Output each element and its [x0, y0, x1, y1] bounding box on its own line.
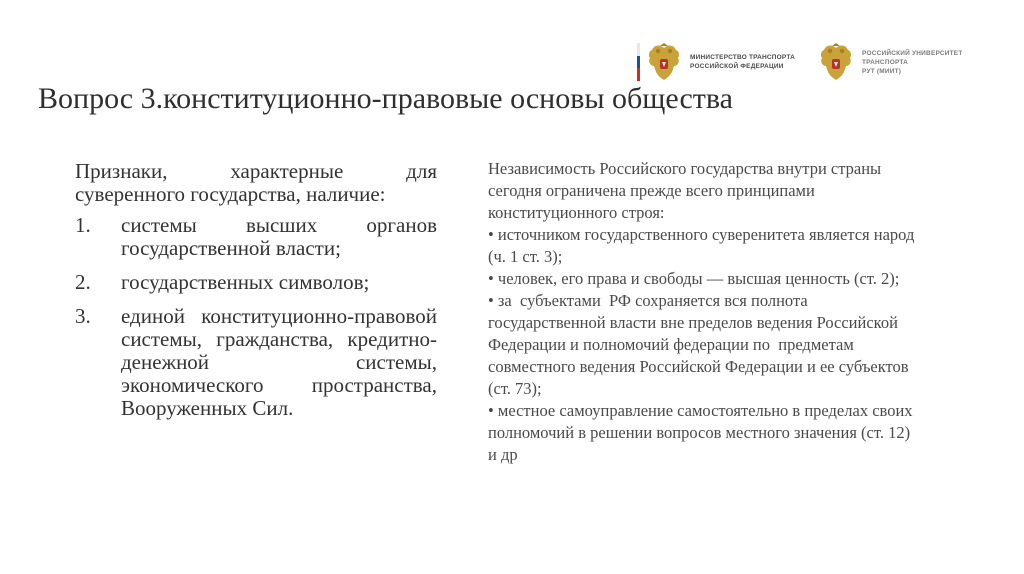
right-line: • человек, его права и свободы — высшая ценность (ст. 2); [488, 269, 900, 288]
list-item-text: системы высших органов государственной власти; [121, 213, 437, 260]
list-item-text: государственных символов; [121, 270, 370, 294]
list-item [75, 271, 437, 294]
university-logo-line-3: РУТ (МИИТ) [862, 67, 902, 75]
ministry-logo [637, 42, 795, 82]
right-column [488, 158, 988, 466]
university-logo-line-2: ТРАНСПОРТА [862, 58, 909, 66]
left-column [75, 160, 437, 431]
list-item [75, 214, 437, 260]
list-item-number: 2. [75, 270, 91, 294]
right-line: государственной власти вне пределов ведения Российской [488, 313, 898, 332]
right-line: полномочий в решении вопросов местного значения (ст. 12) [488, 423, 911, 442]
right-line: сегодня ограничена прежде всего принципами [488, 181, 815, 200]
university-logo-text [862, 49, 963, 76]
university-logo-line-1: РОССИЙСКИЙ УНИВЕРСИТЕТ [862, 49, 963, 57]
sovereignty-features-list [75, 214, 437, 420]
right-line: Независимость Российского государства внутри страны [488, 159, 882, 178]
right-line: (ч. 1 ст. 3); [488, 247, 563, 266]
double-headed-eagle-icon [646, 42, 682, 82]
right-line: (ст. 73); [488, 379, 542, 398]
list-item [75, 305, 437, 420]
right-line: Федерации и полномочий федерации по предметам [488, 335, 854, 354]
right-line: • источником государственного суверенитета является народ [488, 225, 915, 244]
ministry-logo-line-2: РОССИЙСКОЙ ФЕДЕРАЦИИ [690, 63, 784, 70]
right-line: совместного ведения Российской Федерации и ее субъектов [488, 357, 909, 376]
list-item-number: 3. [75, 304, 91, 328]
right-line: • местное самоуправление самостоятельно в пределах своих [488, 401, 913, 420]
right-line: • за субъектами РФ сохраняется вся полнота [488, 291, 808, 310]
slide-title: Вопрос 3.конституционно-правовые основы общества [38, 82, 733, 115]
university-logo [818, 42, 963, 82]
left-intro: Признаки, характерные для суверенного государства, наличие: [75, 159, 437, 206]
ministry-logo-text [690, 53, 795, 71]
russian-flag-stripe [637, 43, 640, 81]
list-item-text: единой конституционно-правовой системы, гражданства, кредитно-денежной системы, экономического пространства, Вооруженных Сил. [121, 304, 437, 420]
ministry-logo-line-1: МИНИСТЕРСТВО ТРАНСПОРТА [690, 54, 796, 61]
right-line: конституционного строя: [488, 203, 665, 222]
right-line: и др [488, 445, 518, 464]
list-item-number: 1. [75, 213, 91, 237]
double-headed-eagle-icon [818, 42, 854, 82]
